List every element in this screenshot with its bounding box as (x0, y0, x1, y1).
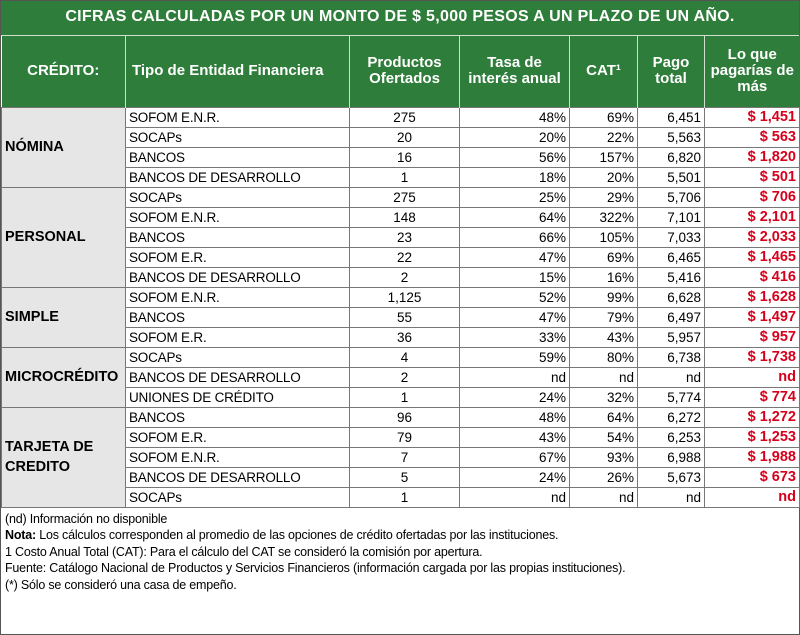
total-payment-cell: 6,628 (638, 287, 705, 307)
products-offered-cell: 55 (350, 307, 460, 327)
products-offered-cell: 23 (350, 227, 460, 247)
products-offered-cell: 7 (350, 447, 460, 467)
total-payment-cell: 7,033 (638, 227, 705, 247)
note-label: Nota: (5, 528, 36, 542)
interest-rate-cell: nd (460, 367, 570, 387)
entity-type-cell: BANCOS (126, 407, 350, 427)
header-productos: Productos Ofertados (350, 36, 460, 107)
total-payment-cell: 6,738 (638, 347, 705, 367)
products-offered-cell: 1 (350, 387, 460, 407)
entity-type-cell: SOCAPs (126, 487, 350, 507)
entity-type-cell: BANCOS DE DESARROLLO (126, 167, 350, 187)
table-row (2, 287, 800, 307)
interest-rate-cell: 24% (460, 467, 570, 487)
table-body (2, 107, 800, 507)
entity-type-cell: SOCAPs (126, 187, 350, 207)
cat-cell: 157% (570, 147, 638, 167)
cat-cell: 54% (570, 427, 638, 447)
extra-cost-cell: $ 2,101 (705, 207, 800, 227)
entity-type-cell: BANCOS (126, 307, 350, 327)
table-row (2, 187, 800, 207)
table-row (2, 347, 800, 367)
total-payment-cell: 5,563 (638, 127, 705, 147)
table-row (2, 407, 800, 427)
products-offered-cell: 275 (350, 187, 460, 207)
interest-rate-cell: 64% (460, 207, 570, 227)
entity-type-cell: SOFOM E.R. (126, 427, 350, 447)
interest-rate-cell: 20% (460, 127, 570, 147)
extra-cost-cell: $ 501 (705, 167, 800, 187)
entity-type-cell: SOFOM E.R. (126, 327, 350, 347)
entity-type-cell: BANCOS DE DESARROLLO (126, 467, 350, 487)
total-payment-cell: nd (638, 487, 705, 507)
note-cat: 1 Costo Anual Total (CAT): Para el cálculo del CAT se consideró la comisión por apertura. (5, 544, 483, 559)
products-offered-cell: 2 (350, 367, 460, 387)
sheet-title: CIFRAS CALCULADAS POR UN MONTO DE $ 5,000 PESOS A UN PLAZO DE UN AÑO. (1, 1, 799, 36)
footnotes (1, 508, 799, 594)
header-row (2, 36, 800, 107)
interest-rate-cell: 48% (460, 107, 570, 127)
extra-cost-cell: $ 673 (705, 467, 800, 487)
total-payment-cell: 5,957 (638, 327, 705, 347)
extra-cost-cell: $ 957 (705, 327, 800, 347)
note-nd: (nd) Información no disponible (5, 511, 168, 526)
interest-rate-cell: 47% (460, 247, 570, 267)
header-entidad: Tipo de Entidad Financiera (126, 36, 350, 107)
entity-type-cell: BANCOS (126, 147, 350, 167)
products-offered-cell: 4 (350, 347, 460, 367)
extra-cost-cell: nd (705, 487, 800, 507)
products-offered-cell: 5 (350, 467, 460, 487)
interest-rate-cell: 33% (460, 327, 570, 347)
cat-cell: 29% (570, 187, 638, 207)
extra-cost-cell: $ 2,033 (705, 227, 800, 247)
products-offered-cell: 275 (350, 107, 460, 127)
cat-cell: 43% (570, 327, 638, 347)
products-offered-cell: 2 (350, 267, 460, 287)
credit-category: SIMPLE (2, 287, 126, 347)
entity-type-cell: SOFOM E.N.R. (126, 107, 350, 127)
entity-type-cell: SOCAPs (126, 127, 350, 147)
interest-rate-cell: 59% (460, 347, 570, 367)
total-payment-cell: 6,465 (638, 247, 705, 267)
extra-cost-cell: $ 1,272 (705, 407, 800, 427)
total-payment-cell: 6,820 (638, 147, 705, 167)
total-payment-cell: 7,101 (638, 207, 705, 227)
extra-cost-cell: $ 1,820 (705, 147, 800, 167)
total-payment-cell: 5,416 (638, 267, 705, 287)
extra-cost-cell: $ 1,465 (705, 247, 800, 267)
extra-cost-cell: $ 1,253 (705, 427, 800, 447)
total-payment-cell: 5,706 (638, 187, 705, 207)
products-offered-cell: 1,125 (350, 287, 460, 307)
extra-cost-cell: nd (705, 367, 800, 387)
interest-rate-cell: 66% (460, 227, 570, 247)
table-row (2, 107, 800, 127)
interest-rate-cell: 43% (460, 427, 570, 447)
interest-rate-cell: 25% (460, 187, 570, 207)
entity-type-cell: SOFOM E.N.R. (126, 287, 350, 307)
entity-type-cell: BANCOS (126, 227, 350, 247)
credit-category: PERSONAL (2, 187, 126, 287)
interest-rate-cell: 56% (460, 147, 570, 167)
total-payment-cell: 6,988 (638, 447, 705, 467)
cat-cell: nd (570, 367, 638, 387)
entity-type-cell: SOFOM E.R. (126, 247, 350, 267)
extra-cost-cell: $ 416 (705, 267, 800, 287)
total-payment-cell: 6,253 (638, 427, 705, 447)
cat-cell: 22% (570, 127, 638, 147)
extra-cost-cell: $ 1,738 (705, 347, 800, 367)
cat-cell: 16% (570, 267, 638, 287)
products-offered-cell: 16 (350, 147, 460, 167)
credit-category: MICROCRÉDITO (2, 347, 126, 407)
products-offered-cell: 96 (350, 407, 460, 427)
extra-cost-cell: $ 1,451 (705, 107, 800, 127)
total-payment-cell: 6,451 (638, 107, 705, 127)
interest-rate-cell: 15% (460, 267, 570, 287)
cat-cell: nd (570, 487, 638, 507)
cat-cell: 105% (570, 227, 638, 247)
cat-cell: 26% (570, 467, 638, 487)
entity-type-cell: BANCOS DE DESARROLLO (126, 267, 350, 287)
entity-type-cell: UNIONES DE CRÉDITO (126, 387, 350, 407)
entity-type-cell: SOFOM E.N.R. (126, 447, 350, 467)
products-offered-cell: 79 (350, 427, 460, 447)
credit-category: NÓMINA (2, 107, 126, 187)
note-text: Los cálculos corresponden al promedio de las opciones de crédito ofertadas por las instituciones. (35, 528, 559, 542)
total-payment-cell: 6,497 (638, 307, 705, 327)
cat-cell: 32% (570, 387, 638, 407)
header-credito: CRÉDITO: (2, 36, 126, 107)
products-offered-cell: 1 (350, 167, 460, 187)
extra-cost-cell: $ 1,628 (705, 287, 800, 307)
credit-category: TARJETA DE CREDITO (2, 407, 126, 507)
total-payment-cell: 6,272 (638, 407, 705, 427)
cat-cell: 69% (570, 107, 638, 127)
interest-rate-cell: 52% (460, 287, 570, 307)
extra-cost-cell: $ 1,497 (705, 307, 800, 327)
header-cat: CAT¹ (570, 36, 638, 107)
interest-rate-cell: nd (460, 487, 570, 507)
products-offered-cell: 148 (350, 207, 460, 227)
interest-rate-cell: 24% (460, 387, 570, 407)
total-payment-cell: 5,673 (638, 467, 705, 487)
note-calculos (5, 527, 795, 544)
cat-cell: 79% (570, 307, 638, 327)
credit-table (1, 36, 800, 508)
interest-rate-cell: 48% (460, 407, 570, 427)
products-offered-cell: 20 (350, 127, 460, 147)
entity-type-cell: SOFOM E.N.R. (126, 207, 350, 227)
cat-cell: 69% (570, 247, 638, 267)
header-tasa: Tasa de interés anual (460, 36, 570, 107)
extra-cost-cell: $ 706 (705, 187, 800, 207)
interest-rate-cell: 18% (460, 167, 570, 187)
products-offered-cell: 36 (350, 327, 460, 347)
cat-cell: 99% (570, 287, 638, 307)
total-payment-cell: 5,501 (638, 167, 705, 187)
products-offered-cell: 22 (350, 247, 460, 267)
extra-cost-cell: $ 1,988 (705, 447, 800, 467)
cat-cell: 80% (570, 347, 638, 367)
total-payment-cell: nd (638, 367, 705, 387)
products-offered-cell: 1 (350, 487, 460, 507)
total-payment-cell: 5,774 (638, 387, 705, 407)
cat-cell: 20% (570, 167, 638, 187)
header-pago: Pago total (638, 36, 705, 107)
header-mas: Lo que pagarías de más (705, 36, 800, 107)
entity-type-cell: BANCOS DE DESARROLLO (126, 367, 350, 387)
note-empeno: (*) Sólo se consideró una casa de empeño. (5, 577, 237, 592)
extra-cost-cell: $ 563 (705, 127, 800, 147)
interest-rate-cell: 67% (460, 447, 570, 467)
extra-cost-cell: $ 774 (705, 387, 800, 407)
cat-cell: 93% (570, 447, 638, 467)
entity-type-cell: SOCAPs (126, 347, 350, 367)
note-fuente: Fuente: Catálogo Nacional de Productos y Servicios Financieros (información cargada por las propias instituciones). (5, 561, 626, 575)
cat-cell: 322% (570, 207, 638, 227)
cat-cell: 64% (570, 407, 638, 427)
interest-rate-cell: 47% (460, 307, 570, 327)
